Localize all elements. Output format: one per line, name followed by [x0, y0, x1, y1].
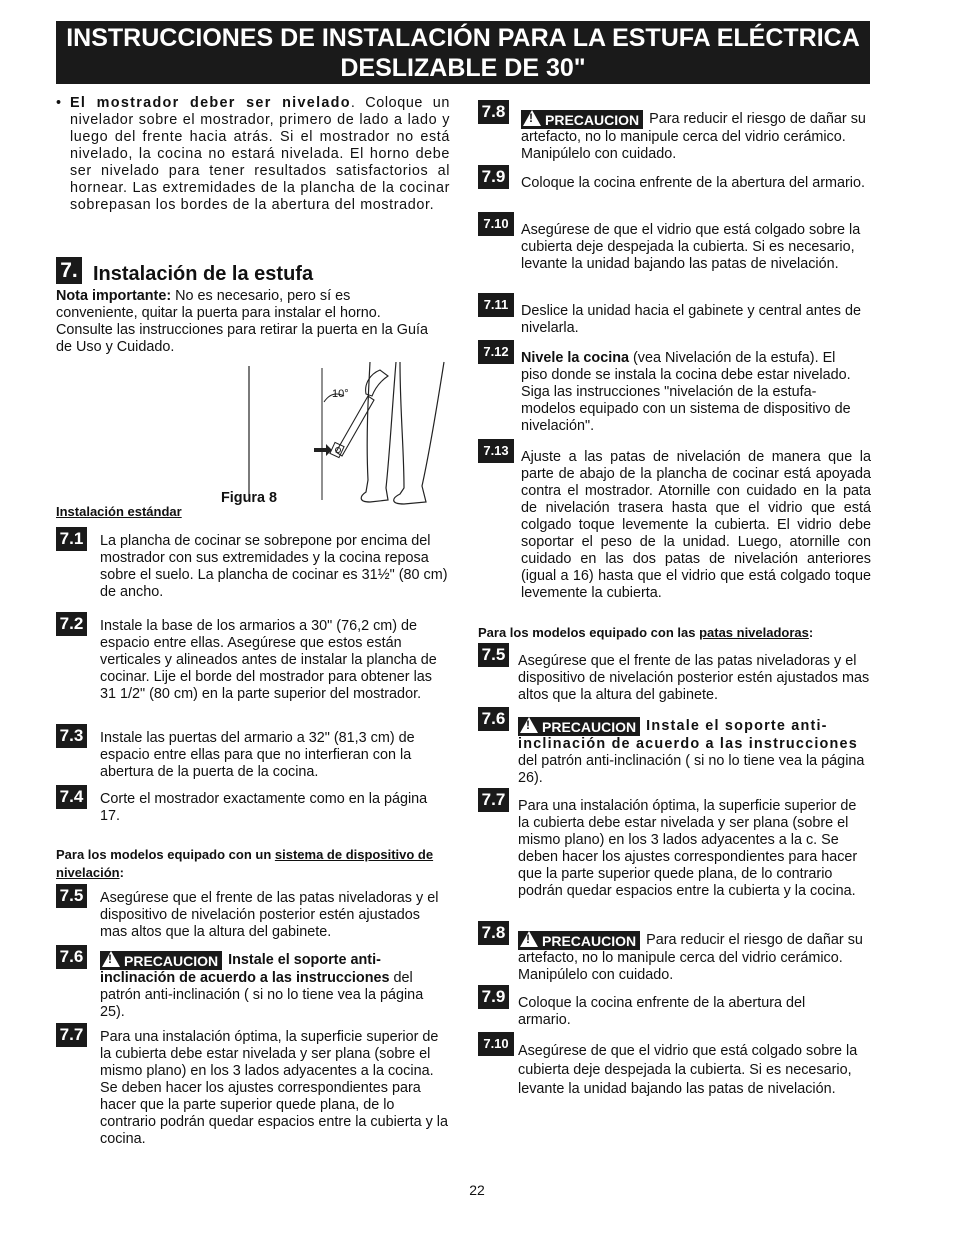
- page-number: 22: [469, 1182, 485, 1198]
- intro-text: . Coloque un nivelador sobre el mostrador, primero de lado a lado y luego del frente hacia atrás. Si el mostrador no está nivelado, la cocina no estará nivelada. El horno debe ser nivelado para tener resultados satisfactorios al hornear. Las extremidades de la plancha de la cocinar sobrepasan los bordes de la abertura del mostrador.: [70, 95, 451, 213]
- step-7-3-badge: 7.3: [56, 724, 87, 748]
- warning-icon: [520, 931, 538, 947]
- right-step-7-13-text: Ajuste a las patas de nivelación de manera que la parte de abajo de la plancha de cocinar está apoyada contra el mostrador. Atornille con cuidado en la pata de nivelación trasera hasta que el vidrio que está colgado toque levemente la cubierta. El vidrio debe soportar el peso de la unidad. Luego, atornille con cuidado en las dos patas de nivelación anteriores (igual a 16) hasta que el vidrio que está colgado toque levemente la cubierta.: [521, 449, 871, 601]
- right-step-7-8-badge: 7.8: [478, 100, 509, 124]
- page-title-banner: [56, 21, 870, 84]
- caution-label: ! PRECAUCION: [518, 931, 640, 950]
- note-label: Nota importante:: [56, 288, 172, 304]
- right-b-step-7-8-badge: 7.8: [478, 921, 509, 945]
- step-7-7-text: Para una instalación óptima, la superficie superior de la cubierta debe estar nivelada y ser plana (sobre el mismo plano) en los 3 lados adyacentes a la cocina. Se deben hacer los ajustes correspondientes para hacer que la parte superior quede plana, de lo contrario podrán quedar espacios entre la cubierta y la cocina.: [100, 1029, 448, 1147]
- right-b-step-7-9-badge: 7.9: [478, 985, 509, 1009]
- right-b-step-7-10-text: Asegúrese de que el vidrio que está colgado sobre la cubierta deje despejada la cubierta. Si es necesario, levante la unidad bajando las patas de nivelación.: [518, 1043, 858, 1097]
- figure-caption: Figura 8: [221, 490, 277, 506]
- caution-label: ! PRECAUCION: [518, 717, 640, 736]
- step-7-5-text: Asegúrese que el frente de las patas niveladoras y el dispositivo de nivelación posterior estén ajustados mas altos que la altura del gabinete.: [100, 890, 439, 940]
- leveling-system-heading: Para los modelos equipado con un sistema de dispositivo de nivelación:: [56, 847, 434, 880]
- right-b-step-7-8-text: ! PRECAUCION Para reducir el riesgo de dañar su artefacto, no lo manipule cerca del vidrio cerámico. Manipúlelo con cuidado.: [518, 931, 863, 984]
- step-7-6-badge: 7.6: [56, 945, 87, 969]
- right-step-7-10-badge: 7.10: [478, 212, 514, 236]
- warning-icon: [520, 717, 538, 733]
- right-step-7-11-text: Deslice la unidad hacia el gabinete y central antes de nivelarla.: [521, 303, 861, 336]
- step-7-1-badge: 7.1: [56, 527, 87, 551]
- caution-label: ! PRECAUCION: [100, 951, 222, 970]
- warning-icon: [102, 951, 120, 967]
- right-b-step-7-6-text: ! PRECAUCION Instale el soporte anti-inclinación de acuerdo a las instrucciones del patrón anti-inclinación ( si no lo tiene vea la página 26).: [518, 717, 870, 787]
- section-number: 7.: [56, 257, 82, 284]
- right-step-7-13-badge: 7.13: [478, 439, 514, 463]
- right-b-step-7-6-badge: 7.6: [478, 707, 509, 731]
- intro-paragraph: • El mostrador deber ser nivelado. Coloque un nivelador sobre el mostrador, primero de lado a lado y luego del frente hacia atrás. Si el mostrador no está nivelado, la cocina no estará nivelada. El horno debe ser nivelado para tener resultados satisfactorios al hornear. Las extremidades de la plancha de la cocinar sobrepasan los bordes de la abertura del mostrador.: [56, 95, 451, 213]
- right-b-step-7-7-badge: 7.7: [478, 788, 509, 812]
- step-7-3-text: Instale las puertas del armario a 32" (81,3 cm) de espacio entre ellas para que no interfieran con la abertura de la puerta de la cocina.: [100, 730, 415, 780]
- right-step-7-9-badge: 7.9: [478, 165, 509, 189]
- step-7-1-text: La plancha de cocinar se sobrepone por encima del mostrador con sus extremidades y la cocina reposa sobre el suelo. La plancha de cocinar es 31½" (80 cm) de ancho.: [100, 533, 448, 600]
- right-step-7-12-badge: 7.12: [478, 340, 514, 364]
- step-7-7-badge: 7.7: [56, 1023, 87, 1047]
- step-7-2-text: Instale la base de los armarios a 30" (76,2 cm) de espacio entre ellas. Asegúrese que estos están verticales y alineados antes de instalar la plancha de cocinar. Lije el borde del mostrador para obtener las 31 1/2" (80 cm) en la parte superior del mostrador.: [100, 618, 437, 702]
- right-b-step-7-5-text: Asegúrese que el frente de las patas niveladoras y el dispositivo de nivelación posterior estén ajustados mas altos que la altura del gabinete.: [518, 653, 870, 703]
- right-step-7-8-text: ! PRECAUCION Para reducir el riesgo de dañar su artefacto, no lo manipule cerca del vidrio cerámico. Manipúlelo con cuidado.: [521, 110, 871, 163]
- right-b-step-7-5-badge: 7.5: [478, 643, 509, 667]
- figure-angle-label: 10°: [332, 388, 349, 400]
- important-note: [56, 288, 428, 356]
- intro-bold: El mostrador deber ser nivelado: [70, 95, 351, 111]
- right-b-step-7-9-text: Coloque la cocina enfrente de la abertura del armario.: [518, 995, 806, 1028]
- right-b-step-7-7-text: Para una instalación óptima, la superficie superior de la cubierta debe estar nivelada y ser plana (sobre el mismo plano) en los 3 lados adyacentes a la c. Se deben hacer los ajustes correspondientes para hacer que la parte superior quede plana, de lo contrario podrán quedar espacios entre la cubierta y la cocina.: [518, 798, 858, 899]
- caution-label: ! PRECAUCION: [521, 110, 643, 129]
- note-text: No es necesario, pero sí es conveniente, quitar la puerta para instalar el horno. Consulte las instrucciones para retirar la puerta en la Guía de Uso y Cuidado.: [56, 288, 428, 355]
- page-title-line2: DESLIZABLE DE 30": [340, 53, 586, 82]
- step-7-2-badge: 7.2: [56, 612, 87, 636]
- standard-install-heading: Instalación estándar: [56, 504, 182, 519]
- warning-icon: [523, 110, 541, 126]
- step-7-6-text: ! PRECAUCION Instale el soporte anti-inclinación de acuerdo a las instrucciones del patrón anti-inclinación ( si no lo tiene vea la página 25).: [100, 951, 445, 1021]
- section-title: Instalación de la estufa: [93, 263, 314, 285]
- right-step-7-9-text: Coloque la cocina enfrente de la abertura del armario.: [521, 175, 865, 191]
- right-step-7-12-text: Nivele la cocina (vea Nivelación de la estufa). El piso donde se instala la cocina debe estar nivelado. Siga las instrucciones "nivelación de la estufa- modelos equipado con un sistema de dispositivo de nivelación".: [521, 350, 851, 434]
- step-7-4-badge: 7.4: [56, 785, 87, 809]
- right-step-7-11-badge: 7.11: [478, 293, 514, 317]
- right-b-step-7-10-badge: 7.10: [478, 1032, 514, 1056]
- leveling-legs-heading: Para los modelos equipado con las patas niveladoras:: [478, 625, 814, 640]
- page-title-line1: INSTRUCCIONES DE INSTALACIÓN PARA LA ESTUFA ELÉCTRICA: [66, 23, 860, 52]
- step-7-4-text: Corte el mostrador exactamente como en la página 17.: [100, 791, 428, 824]
- step-7-5-badge: 7.5: [56, 884, 87, 908]
- right-step-7-10-text: Asegúrese de que el vidrio que está colgado sobre la cubierta deje despejada la cubierta. Si es necesario, levante la unidad bajando las patas de nivelación.: [521, 222, 861, 272]
